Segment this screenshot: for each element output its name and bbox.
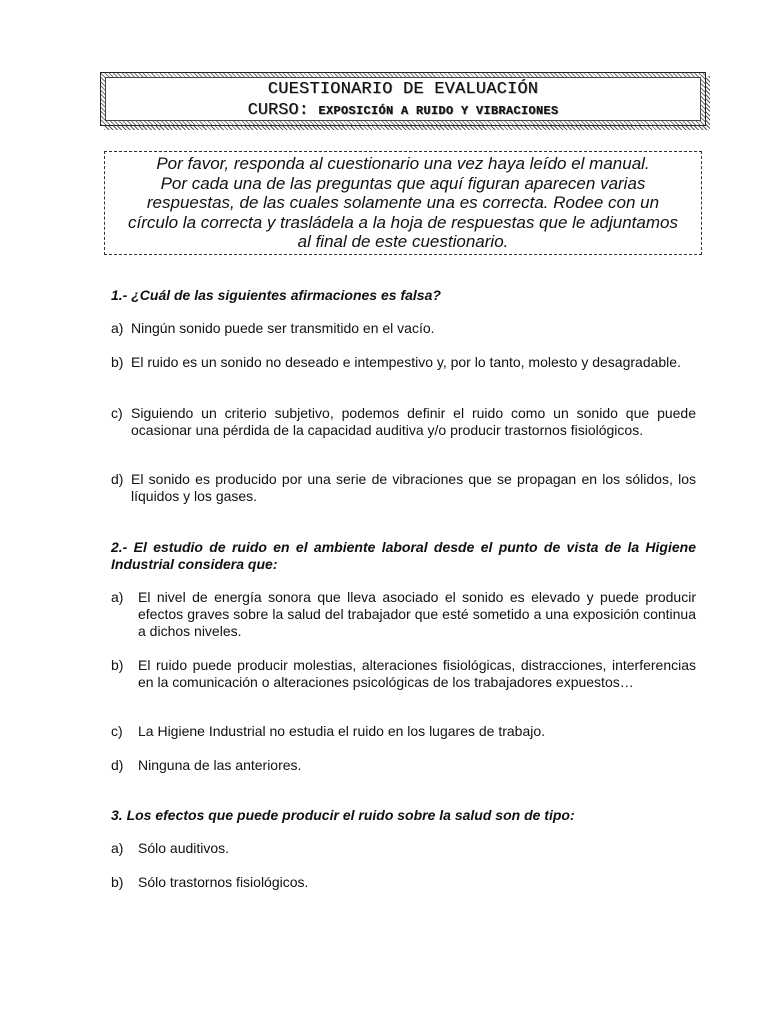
answer-1d bbox=[111, 471, 696, 505]
course-line bbox=[106, 100, 700, 121]
answer-text: Sólo trastornos fisiológicos. bbox=[138, 874, 309, 890]
instructions-box bbox=[104, 151, 702, 255]
answer-letter: c) bbox=[111, 405, 123, 421]
instructions-line: Por cada una de las preguntas que aquí figuran aparecen varias bbox=[160, 173, 646, 193]
answer-letter: b) bbox=[111, 657, 124, 673]
question-2: 2.- El estudio de ruido en el ambiente laboral desde el punto de vista de la Higiene Industrial considera que: bbox=[111, 539, 696, 572]
answer-text: La Higiene Industrial no estudia el ruido en los lugares de trabajo. bbox=[138, 723, 546, 739]
answer-letter: a) bbox=[111, 320, 124, 336]
answer-letter: c) bbox=[111, 723, 123, 739]
question-1: 1.- ¿Cuál de las siguientes afirmaciones es falsa? bbox=[111, 287, 441, 303]
answer-1a bbox=[111, 320, 696, 337]
answer-text: El ruido puede producir molestias, alteraciones fisiológicas, distracciones, interferencias en la comunicación o alteraciones psicológicas de los trabajadores expuestos… bbox=[138, 657, 696, 690]
answer-text: El sonido es producido por una serie de vibraciones que se propagan en los sólidos, los líquidos y los gases. bbox=[131, 471, 696, 504]
question-3: 3. Los efectos que puede producir el ruido sobre la salud son de tipo: bbox=[111, 807, 575, 823]
answer-2b bbox=[111, 657, 696, 691]
instructions-line: Por favor, responda al cuestionario una vez haya leído el manual. bbox=[156, 154, 650, 173]
answer-3b bbox=[111, 874, 696, 891]
document-title: CUESTIONARIO DE EVALUACIÓN bbox=[267, 80, 539, 99]
answer-3a bbox=[111, 840, 696, 857]
title-banner bbox=[100, 72, 706, 126]
answer-2c bbox=[111, 723, 696, 740]
answer-text: Ningún sonido puede ser transmitido en el vacío. bbox=[131, 320, 435, 336]
answer-1b bbox=[111, 354, 696, 371]
answer-text: Siguiendo un criterio subjetivo, podemos definir el ruido como un sonido que puede ocasionar una pérdida de la capacidad auditiva y/o producir trastornos fisiológicos. bbox=[131, 405, 696, 438]
banner-inner bbox=[105, 77, 701, 121]
answer-1c bbox=[111, 405, 696, 439]
answer-text: El ruido es un sonido no deseado e intempestivo y, por lo tanto, molesto y desagradable. bbox=[131, 354, 681, 370]
course-label: CURSO: bbox=[247, 101, 309, 120]
answer-2d bbox=[111, 757, 696, 774]
answer-letter: d) bbox=[111, 471, 124, 487]
answer-text: El nivel de energía sonora que lleva asociado el sonido es elevado y puede producir efectos graves sobre la salud del trabajador que esté sometido a una exposición continua a dichos niveles. bbox=[138, 589, 696, 639]
answer-letter: a) bbox=[111, 840, 124, 856]
instructions-line: al final de este cuestionario. bbox=[297, 232, 509, 251]
answer-text: Sólo auditivos. bbox=[138, 840, 230, 856]
answer-2a bbox=[111, 589, 696, 640]
answer-letter: a) bbox=[111, 589, 124, 605]
answer-letter: b) bbox=[111, 354, 124, 370]
answer-letter: b) bbox=[111, 874, 124, 890]
instructions-line: círculo la correcta y trasládela a la hoja de respuestas que le adjuntamos bbox=[128, 212, 678, 232]
instructions-line: respuestas, de las cuales solamente una es correcta. Rodee con un bbox=[146, 193, 660, 212]
answer-letter: d) bbox=[111, 757, 124, 773]
course-name: EXPOSICIÓN A RUIDO Y VIBRACIONES bbox=[318, 104, 559, 118]
answer-text: Ninguna de las anteriores. bbox=[138, 757, 302, 773]
